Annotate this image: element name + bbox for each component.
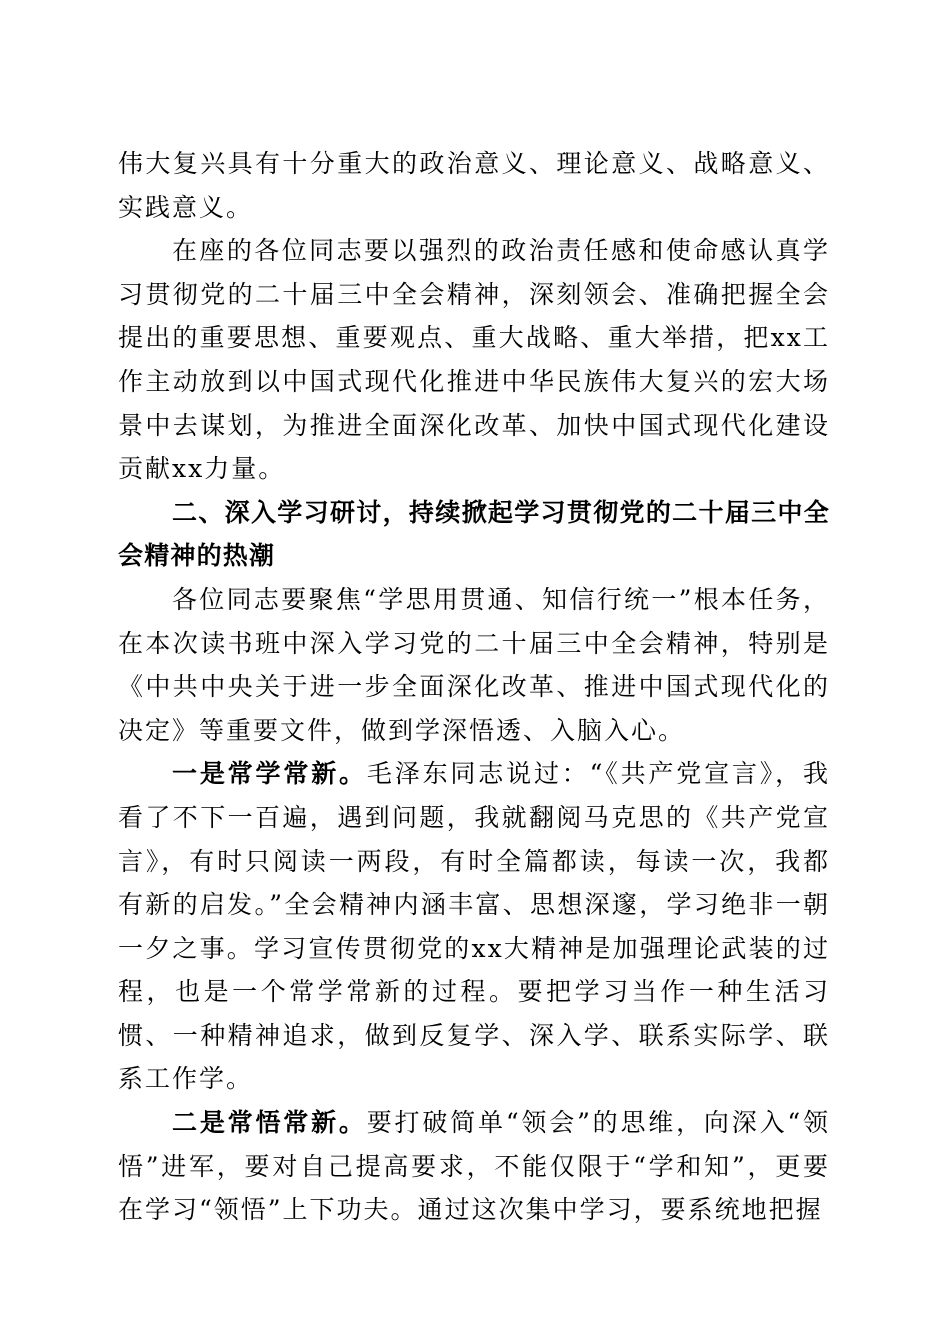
section-heading-2: 二、深入学习研讨，持续掀起学习贯彻党的二十届三中全会精神的热潮	[118, 497, 830, 571]
point-2-lead: 二是常悟常新。	[172, 1108, 367, 1138]
point-2-body: 要打破简单“领会”的思维，向深入“领悟”进军，要对自己提高要求，不能仅限于“学和知”，更要在学习“领悟”上下功夫。通过这次集中学习，要系统地把握	[118, 1108, 830, 1225]
paragraph-study-focus: 各位同志要聚焦“学思用贯通、知信行统一”根本任务，在本次读书班中深入学习党的二十届三中全会精神，特别是《中共中央关于进一步全面深化改革、推进中国式现代化的决定》等重要文件，做到学深悟透、入脑入心。	[118, 584, 830, 745]
document-page	[118, 142, 830, 1232]
paragraph-responsibility: 在座的各位同志要以强烈的政治责任感和使命感认真学习贯彻党的二十届三中全会精神，深刻领会、准确把握全会提出的重要思想、重要观点、重大战略、重大举措，把xx工作主动放到以中国式现代化推进中华民族伟大复兴的宏大场景中去谋划，为推进全面深化改革、加快中国式现代化建设贡献xx力量。	[118, 236, 830, 484]
paragraph-point-2	[118, 1101, 830, 1232]
paragraph-continuation: 伟大复兴具有十分重大的政治意义、理论意义、战略意义、实践意义。	[118, 149, 830, 222]
point-1-body: 毛泽东同志说过：“《共产党宣言》，我看了不下一百遍，遇到问题，我就翻阅马克思的《共产党宣言》，有时只阅读一两段，有时全篇都读，每读一次，我都有新的启发。”全会精神内涵丰富、思想深邃，学习绝非一朝一夕之事。学习宣传贯彻党的xx大精神是加强理论武装的过程，也是一个常学常新的过程。要把学习当作一种生活习惯、一种精神追求，做到反复学、深入学、联系实际学、联系工作学。	[118, 759, 830, 1094]
point-1-lead: 一是常学常新。	[172, 759, 367, 789]
paragraph-point-1	[118, 752, 830, 1101]
